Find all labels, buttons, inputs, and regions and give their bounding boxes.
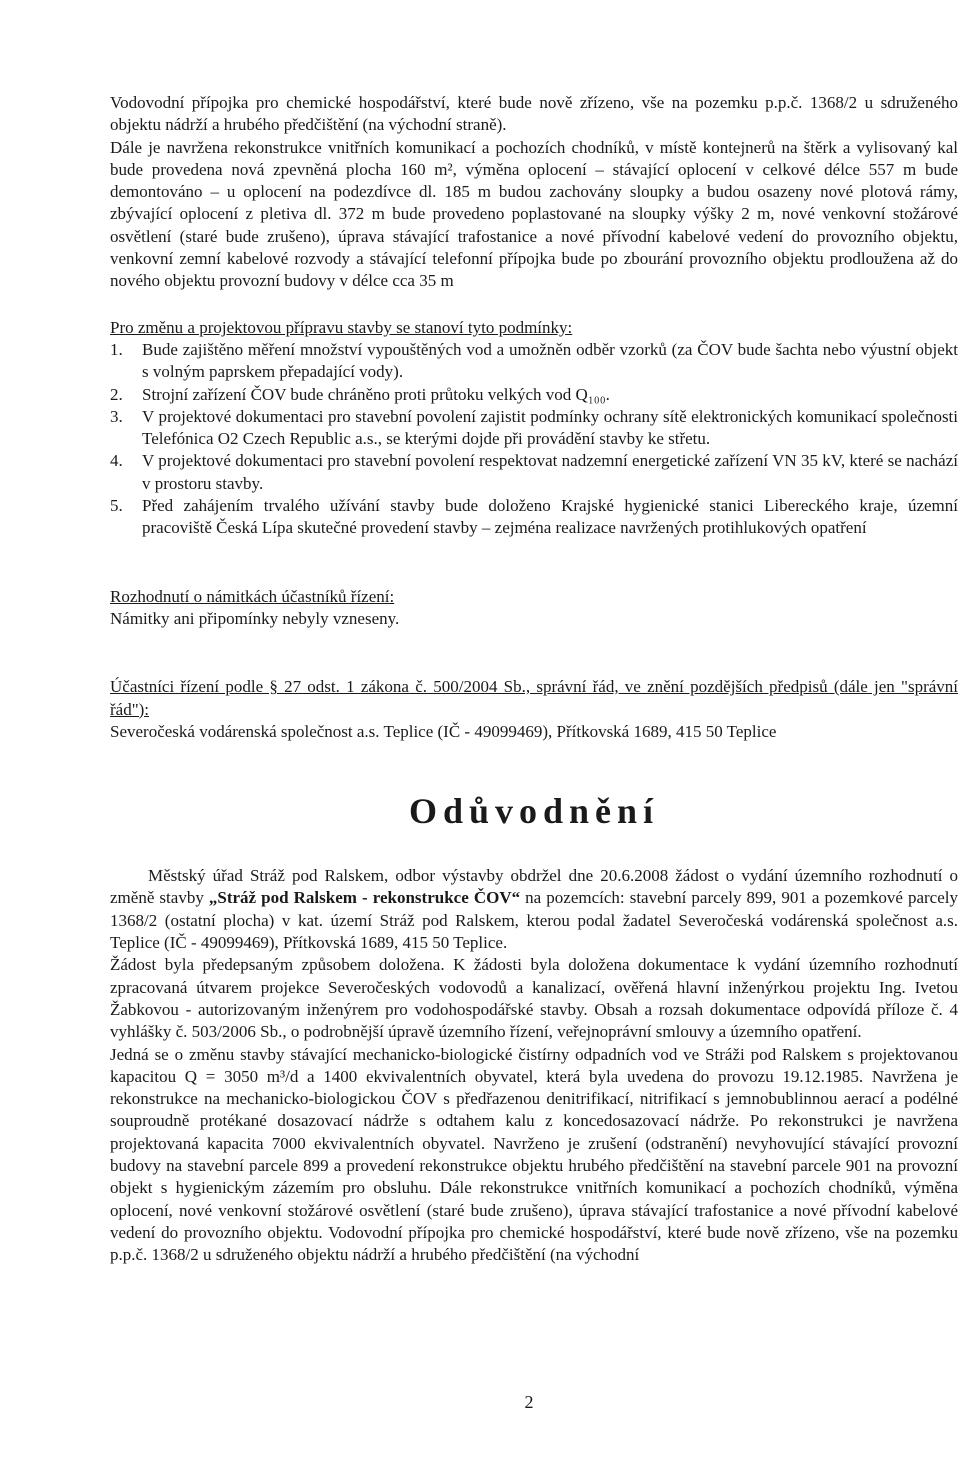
- condition-item: 2. Strojní zařízení ČOV bude chráněno proti průtoku velkých vod Q₁₀₀.: [110, 384, 610, 404]
- project-name: „Stráž pod Ralskem - rekonstrukce ČOV“: [208, 888, 521, 908]
- condition-item: 3. V projektové dokumentaci pro stavební povolení zajistit podmínky ochrany sítě elektronických komunikací společnosti Telefónica O2 Czech Republic a.s., se kterými dojde při provádění stavby ke střetu.: [110, 406, 958, 449]
- intro-paragraph-1: Vodovodní přípojka pro chemické hospodářství, které bude nově zřízeno, vše na pozemku p.p.č. 1368/2 u sdruženého objektu nádrží a hrubého předčištění (na východní straně).: [110, 93, 958, 135]
- objections-heading: Rozhodnutí o námitkách účastníků řízení:: [110, 586, 395, 606]
- document-page: [110, 92, 958, 1266]
- condition-item: 1. Bude zajištěno měření množství vypouštěných vod a umožněn odběr vzorků (za ČOV bude šachta nebo výustní objekt s volným paprskem přepadající vody).: [110, 339, 958, 382]
- page-number: 2: [524, 1392, 534, 1412]
- condition-item: 4. V projektové dokumentaci pro stavební povolení respektovat nadzemní energetické zařízení VN 35 kV, které se nachází v prostoru stavby.: [110, 451, 958, 493]
- participants-text: Severočeská vodárenská společnost a.s. Teplice (IČ - 49099469), Přítkovská 1689, 415 50 Teplice: [110, 721, 777, 741]
- reasoning-paragraph-2: Žádost byla předepsaným způsobem doložena. K žádosti byla doložena dokumentace k vydání územního rozhodnutí zpracovaná útvarem projekce Severočeských vodovodů a kanalizací, ověřená hlavní inženýrkou projektu Ing. Ivetou Žabkovou - autorizovaným inženýrem pro vodohospodářské stavby. Obsah a rozsah dokumentace odpovídá příloze č. 4 vyhlášky č. 503/2006 Sb., o podrobnější úpravě územního řízení, veřejnoprávní smlouvy a územního opatření.: [110, 955, 958, 1042]
- conditions-list: [110, 339, 958, 540]
- conditions-heading: Pro změnu a projektovou přípravu stavby se stanoví tyto podmínky:: [110, 317, 573, 337]
- condition-item: 5. Před zahájením trvalého užívání stavby bude doloženo Krajské hygienické stanici Libereckého kraje, územní pracoviště Česká Lípa skutečné provedení stavby – zejména realizace navržených protihlukových opatření: [110, 496, 958, 538]
- reasoning-paragraph-3: Jedná se o změnu stavby stávající mechanicko-biologické čistírny odpadních vod ve Stráži pod Ralskem s projektovanou kapacitou Q = 3050 m³/d a 1400 ekvivalentních obyvatel, která byla uvedena do provozu 19.12.1985. Navržena je rekonstrukce na mechanicko-biologickou ČOV s předřazenou denitrifikací, nitrifikací s jemnobublinnou aerací a podélné souproudně protékané dosazovací nádrže s odtahem kalu z koncedosazovací nádrže. Po rekonstrukci je navržena projektovaná kapacita 7000 ekvivalentních obyvatel. Navrženo je zrušení (odstranění) nevyhovující stávající provozní budovy na stavební parcele 899 a provedení rekonstrukce objektu hrubého předčištění na stavební parcele 901 na provozní objekt s hygienickým zázemím pro obsluhu. Dále rekonstrukce vnitřních komunikací a pochozích chodníků, výměna oplocení, nové venkovní stožárové osvětlení (staré bude zrušeno), úprava stávající trafostanice a nové přívodní kabelové vedení do provozního objektu. Vodovodní přípojka pro chemické hospodářství, které bude nově zřízeno, vše na pozemku p.p.č. 1368/2 u sdruženého objektu nádrží a hrubého předčištění (na východní: [110, 1044, 958, 1265]
- reasoning-paragraph-1: Městský úřad Stráž pod Ralskem, odbor výstavby obdržel dne 20.6.2008 žádost o vydání územního rozhodnutí o změně stavby „Stráž pod Ralskem - rekonstrukce ČOV“ na pozemcích: stavební parcely 899, 901 a pozemkové parcely 1368/2 (ostatní plocha) v kat. území Stráž pod Ralskem, kterou podal žadatel Severočeská vodárenská společnost a.s. Teplice (IČ - 49099469), Přítkovská 1689, 415 50 Teplice.: [110, 866, 958, 953]
- objections-text: Námitky ani připomínky nebyly vzneseny.: [110, 608, 400, 628]
- reasoning-title: Odůvodnění: [408, 791, 660, 832]
- participants-heading: Účastníci řízení podle § 27 odst. 1 zákona č. 500/2004 Sb., správní řád, ve znění pozdějších předpisů (dále jen "správní řád"):: [110, 677, 958, 719]
- intro-paragraph-2: Dále je navržena rekonstrukce vnitřních komunikací a pochozích chodníků, v místě kontejnerů na štěrk a vylisovaný kal bude provedena nová zpevněná plocha 160 m², výměna oplocení – stávající oplocení v celkové délce 557 m bude demontováno – u oplocení na podezdívce dl. 185 m budou zachovány sloupky a budou osazeny nové plotová rámy, zbývající oplocení z pletiva dl. 372 m bude provedeno poplastované na sloupky výšky 2 m, nové venkovní stožárové osvětlení (staré bude zrušeno), úprava stávající trafostanice a nové přívodní kabelové vedení do provozního objektu, venkovní zemní kabelové rozvody a stávající telefonní přípojka bude po zbourání provozního objektu prodloužena až do nového objektu provozní budovy v délce cca 35 m: [110, 137, 958, 291]
